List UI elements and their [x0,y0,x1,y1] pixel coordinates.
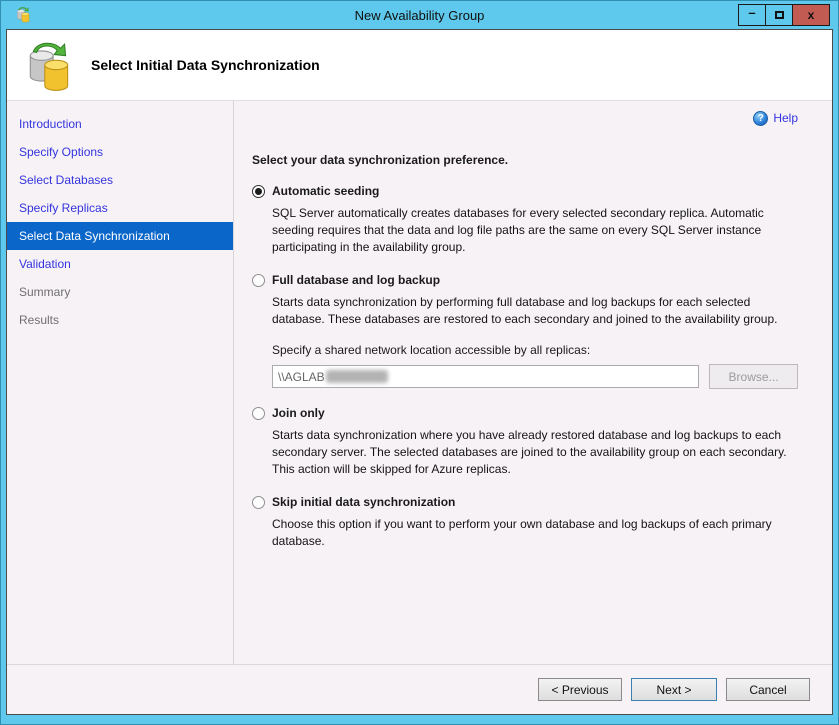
close-button[interactable] [793,5,829,25]
main-panel [234,101,832,664]
browse-button[interactable]: Browse... [709,364,798,389]
sidebar-item-validation[interactable]: Validation [19,257,71,271]
wizard-steps-sidebar [7,101,234,664]
previous-button[interactable]: < Previous [538,678,622,701]
sidebar-item-specify-options[interactable]: Specify Options [19,145,104,159]
option-description: Choose this option if you want to perform your own database and log backups of each primary database. [272,517,772,549]
window-title: New Availability Group [354,7,485,23]
wizard-footer [7,664,832,714]
sidebar-item-introduction[interactable]: Introduction [19,117,82,131]
option-label: Join only [272,406,325,421]
page-title: Select Initial Data Synchronization [91,57,320,73]
sidebar-item-select-databases[interactable]: Select Databases [19,173,114,187]
help-icon: ? [753,111,768,126]
sidebar-item-results: Results [19,313,60,327]
maximize-icon [775,11,784,19]
full-backup-radio[interactable] [252,274,265,287]
help-label: Help [773,111,798,125]
option-label: Automatic seeding [272,184,380,198]
option-description: Starts data synchronization where you have already restored database and log backups to each secondary server. The selected databases are joined to the availability group on each secondary. This action will be skipped for Azure replicas. [272,428,787,477]
join-only-radio-row[interactable] [252,406,798,420]
option-full-backup [252,273,798,389]
redacted-text [326,370,388,383]
full-backup-radio-row[interactable] [252,273,798,287]
network-location-input[interactable] [272,365,699,388]
minimize-icon: – [748,5,756,20]
window-controls [738,4,830,26]
option-description: SQL Server automatically creates databases for every selected secondary replica. Automatic seeding requires that the data and log file paths are the same on every SQL Server instance participating in the availability group. [272,206,764,255]
option-label: Skip initial data synchronization [272,495,456,510]
maximize-button[interactable] [766,5,793,25]
minimize-button[interactable] [739,5,766,25]
skip-sync-radio[interactable] [252,496,265,509]
option-join-only [252,406,798,478]
shared-location-block [272,343,798,389]
option-automatic-seeding [252,184,798,256]
close-icon: x [807,8,815,22]
title-bar[interactable] [6,1,833,29]
network-location-value: \\AGLAB [278,369,325,384]
wizard-header [7,30,832,101]
data-sync-icon [23,39,77,93]
automatic-seeding-radio[interactable] [252,185,265,198]
preference-heading: Select your data synchronization preference. [252,153,509,167]
option-skip-sync [252,495,798,550]
sidebar-item-specify-replicas[interactable]: Specify Replicas [19,201,108,215]
join-only-radio[interactable] [252,407,265,420]
dialog-body [6,29,833,715]
shared-location-label: Specify a shared network location accessible by all replicas: [272,343,591,358]
sidebar-item-summary: Summary [19,285,71,299]
cancel-button[interactable]: Cancel [726,678,810,701]
option-label: Full database and log backup [272,273,441,288]
help-link[interactable] [753,111,798,126]
sidebar-item-select-data-synchronization[interactable]: Select Data Synchronization [7,222,233,250]
next-button[interactable]: Next > [631,678,717,701]
skip-sync-radio-row[interactable] [252,495,798,509]
automatic-seeding-radio-row[interactable] [252,184,798,198]
option-description: Starts data synchronization by performing full database and log backups for each selected database. These databases are restored to each secondary and joined to the availability group. [272,295,778,327]
